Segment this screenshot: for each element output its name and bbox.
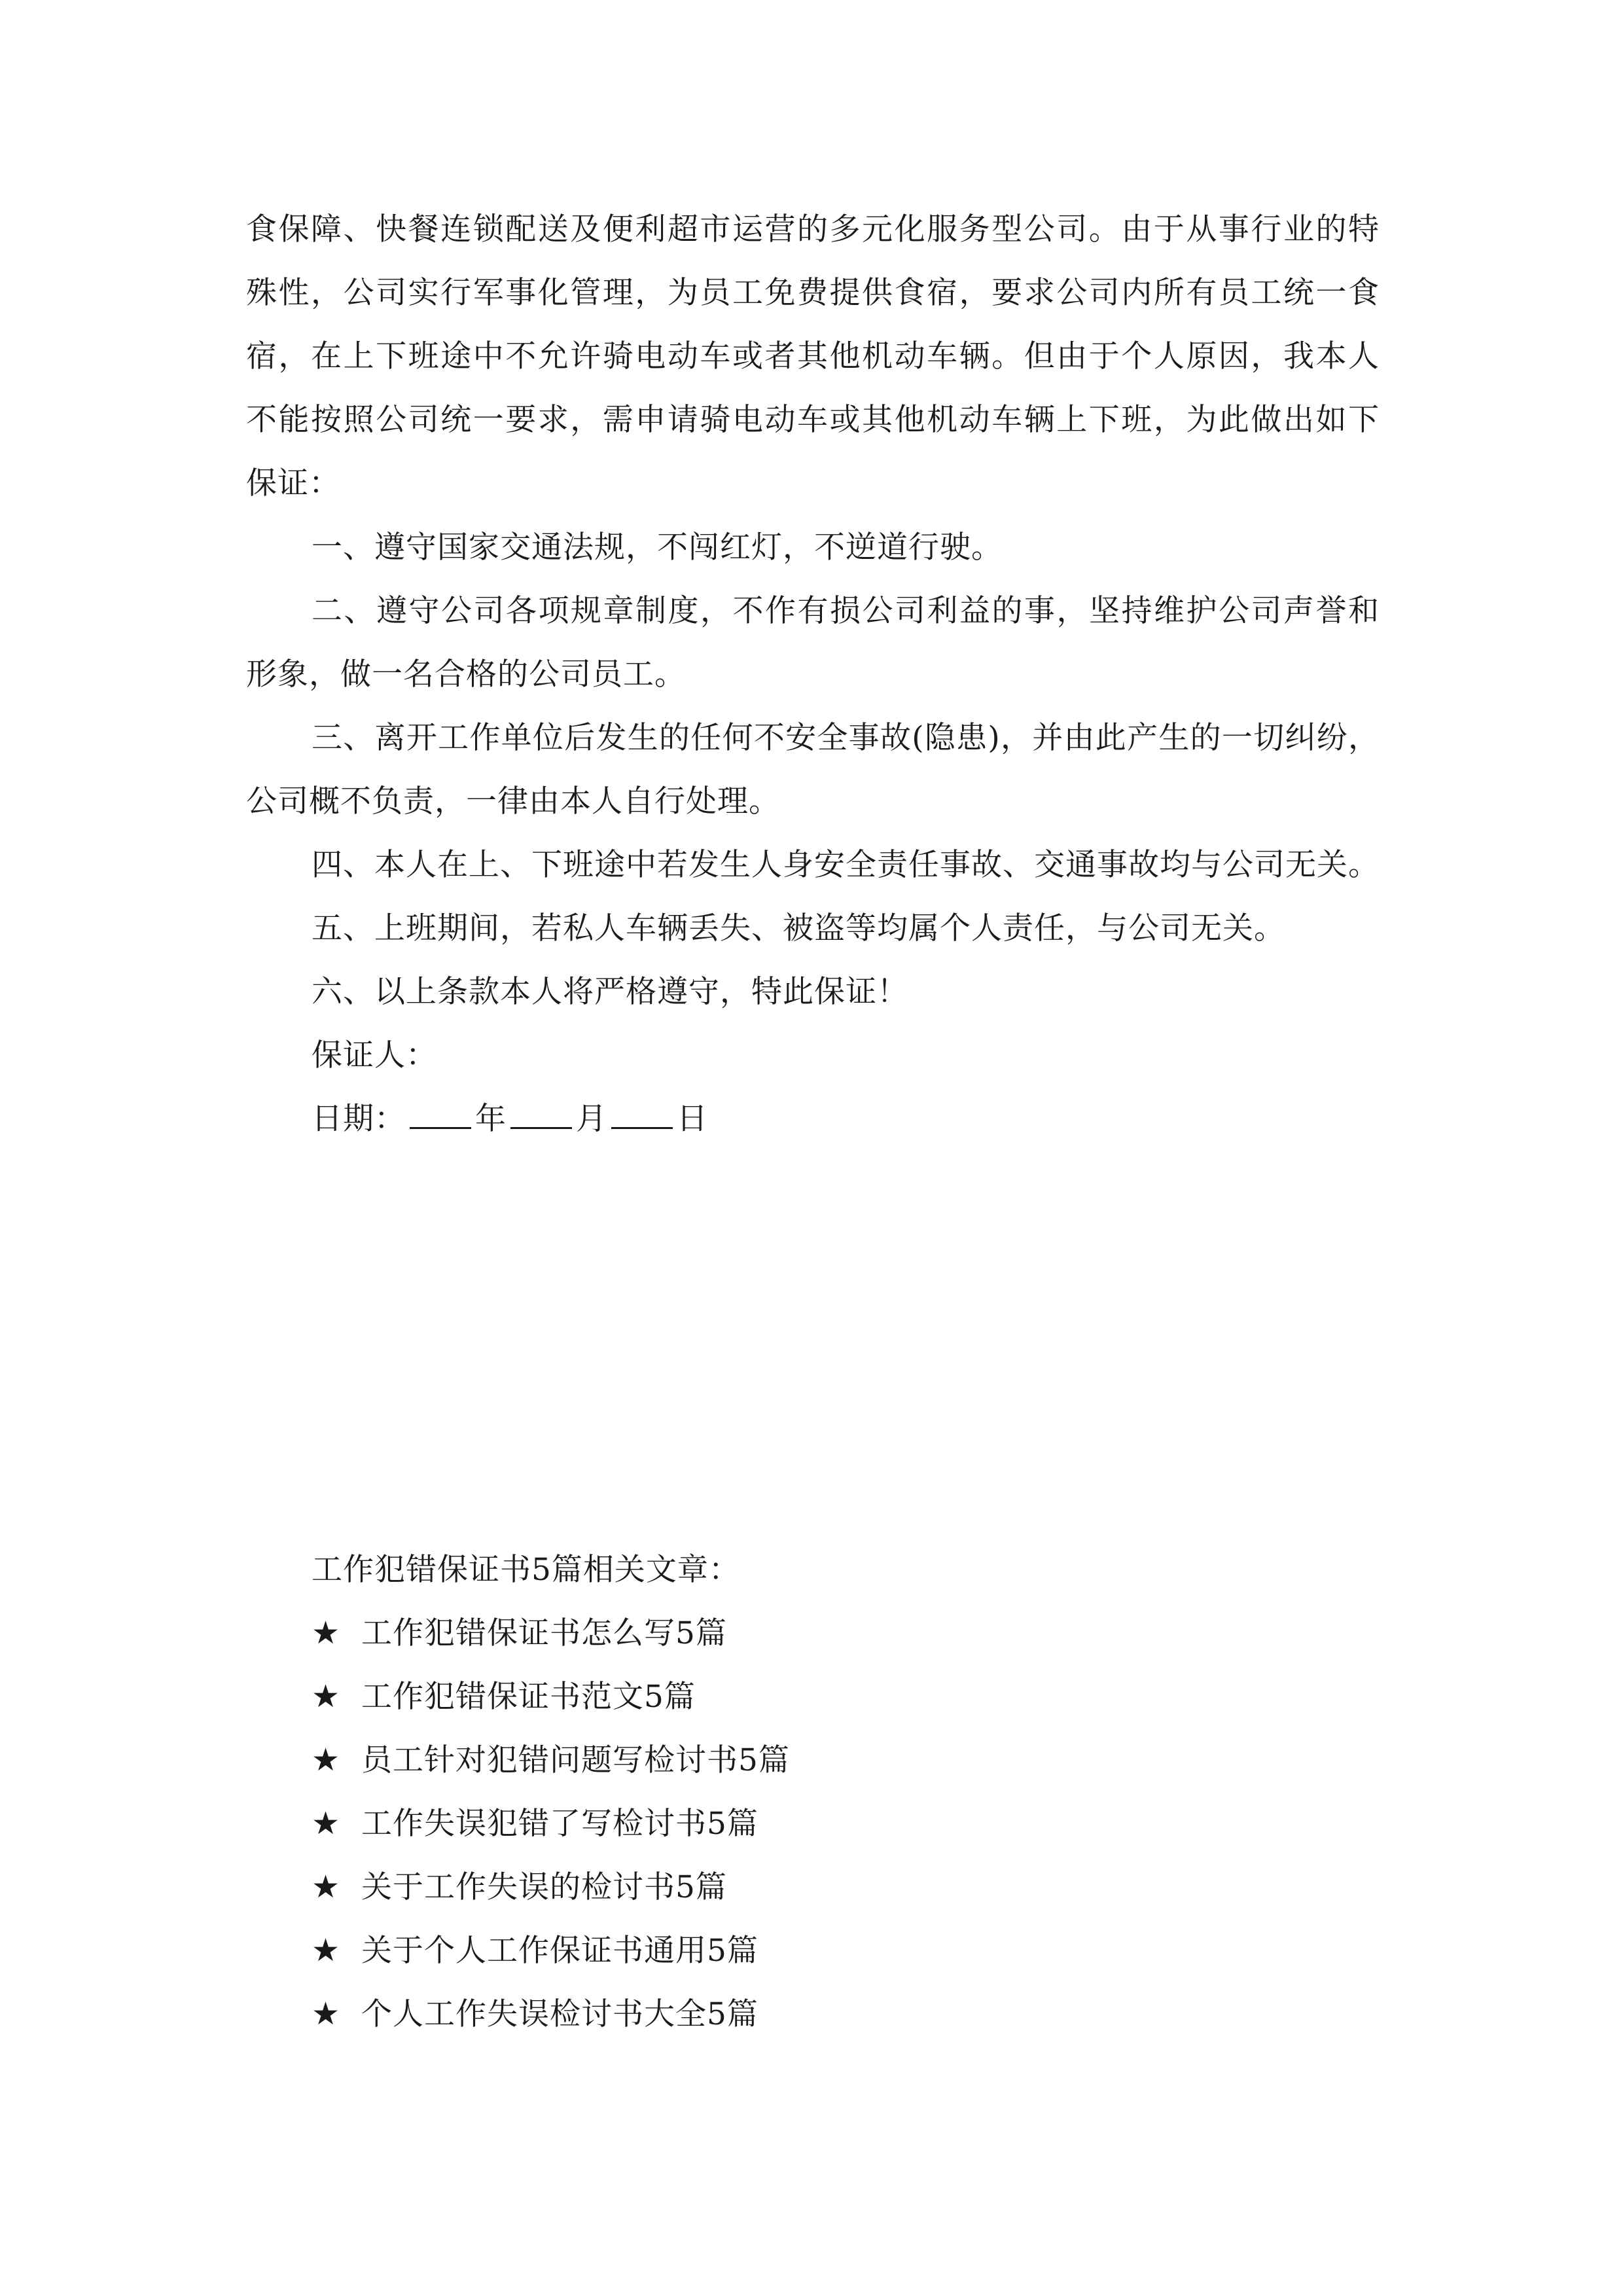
year-blank[interactable] [410,1101,471,1129]
star-icon: ★ [312,1869,341,1905]
item-3-line-1: 三、离开工作单位后发生的任何不安全事故(隐患)，并由此产生的一切纠纷， [312,720,1380,756]
related-item[interactable] [312,1856,790,1919]
intro-line: 宿，在上下班途中不允许骑电动车或者其他机动车辆。但由于个人原因，我本人 [246,338,1380,374]
date-line [246,1087,1380,1151]
related-item[interactable] [312,1729,790,1792]
related-item-label[interactable]: 关于个人工作保证书通用5篇 [361,1933,758,1969]
related-item-label[interactable]: 个人工作失误检讨书大全5篇 [361,1996,758,2032]
related-item-label[interactable]: 关于工作失误的检讨书5篇 [361,1869,727,1905]
star-icon: ★ [312,1615,341,1651]
star-icon: ★ [312,1742,341,1778]
related-item[interactable] [312,1665,790,1729]
related-item[interactable] [312,1919,790,1982]
guarantee-items [246,516,1380,1151]
intro-line: 食保障、快餐连锁配送及便利超市运营的多元化服务型公司。由于从事行业的特 [246,211,1380,247]
day-blank[interactable] [611,1101,673,1129]
item-4: 四、本人在上、下班途中若发生人身安全责任事故、交通事故均与公司无关。 [312,847,1380,883]
star-icon: ★ [312,1996,341,2032]
item-3-line-2: 公司概不负责，一律由本人自行处理。 [246,783,780,819]
related-item[interactable] [312,1792,790,1856]
intro-line: 保证： [246,465,340,501]
item-1: 一、遵守国家交通法规，不闯红灯，不逆道行驶。 [312,529,1003,565]
related-item-label[interactable]: 工作犯错保证书范文5篇 [361,1679,696,1715]
guarantor-label: 保证人： [312,1037,437,1073]
related-item-label[interactable]: 工作失误犯错了写检讨书5篇 [361,1806,758,1842]
star-icon: ★ [312,1805,341,1842]
related-item[interactable] [312,1982,790,2046]
intro-line: 殊性，公司实行军事化管理，为员工免费提供食宿，要求公司内所有员工统一食 [246,275,1380,311]
item-6: 六、以上条款本人将严格遵守，特此保证！ [312,974,908,1010]
related-title: 工作犯错保证书5篇相关文章： [312,1552,740,1588]
item-2-line-2: 形象，做一名合格的公司员工。 [246,656,686,692]
intro-paragraph [246,198,1380,515]
date-month: 月 [576,1101,607,1137]
month-blank[interactable] [510,1101,572,1129]
item-5: 五、上班期间，若私人车辆丢失、被盗等均属个人责任，与公司无关。 [312,910,1285,946]
related-item-label[interactable]: 工作犯错保证书怎么写5篇 [361,1615,727,1651]
star-icon: ★ [312,1678,341,1715]
intro-line: 不能按照公司统一要求，需申请骑电动车或其他机动车辆上下班，为此做出如下 [246,402,1380,438]
star-icon: ★ [312,1932,341,1969]
date-label: 日期： [312,1101,406,1137]
item-2-line-1: 二、遵守公司各项规章制度，不作有损公司利益的事，坚持维护公司声誉和 [312,593,1380,629]
related-item[interactable] [312,1602,790,1665]
date-year: 年 [475,1101,507,1137]
date-day: 日 [677,1101,708,1137]
related-articles [312,1538,790,2046]
related-item-label[interactable]: 员工针对犯错问题写检讨书5篇 [361,1742,790,1778]
